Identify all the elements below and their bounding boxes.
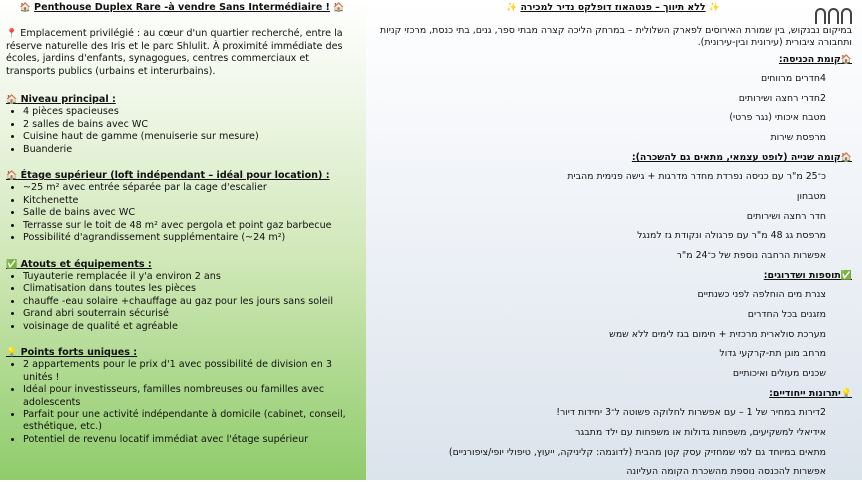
list-item: שכנים מעולים ואיכותיים (732, 367, 826, 379)
list-item: • Tuyauterie remplacée il y'a environ 2 ans (23, 271, 358, 283)
list-item: • Cuisine haut de gamme (menuiserie sur mesure) (23, 131, 358, 143)
section-heading: 💡יתרונות ייחודיים: (769, 388, 852, 400)
list-item: • Terrasse sur le toit de 48 m² avec pergola et point gaz barbecue (23, 220, 358, 232)
list-item: 2דירות במחיר של 1 – עם אפשרות לחלוקה פשוטה ל־3 יחידות דיור! (556, 407, 826, 419)
hebrew-title: ✨ ללא תיווך – פנטהאוז דופלקס נדיר למכירה ✨ (505, 2, 721, 13)
list-item: • 2 salles de bains avec WC (23, 119, 358, 131)
list-item: • voisinage de qualité et agréable (23, 321, 358, 333)
hebrew-section-second-floor (374, 151, 852, 265)
list-item: • Possibilité d'agrandissement supplémentaire (~24 m²) (23, 232, 358, 244)
section-heading: 🏠קומת הכניסה: (778, 54, 852, 65)
sparkle-icon: ✨ (505, 3, 518, 13)
house-emoji-icon: 🏠 (333, 3, 345, 13)
house-icon: 🏠 (6, 95, 18, 106)
hebrew-listing-panel (366, 0, 862, 480)
list-item: כ־25 מ"ר עם כניסה נפרדת מחדר מדרגות + גישה פנימית מהבית (567, 171, 826, 183)
list-item: חדר רחצה ושירותים (746, 210, 826, 222)
list-item: מרחב מוגן תת-קרקעי גדול (719, 348, 826, 360)
hebrew-section-upgrades (374, 269, 852, 383)
french-section-features (6, 259, 358, 333)
french-section-main-level (6, 94, 358, 156)
house-emoji-icon: 🏠 (19, 3, 31, 13)
house-icon: 🏠 (6, 171, 18, 182)
hebrew-section-unique (374, 387, 852, 481)
lightbulb-icon: 💡 (6, 347, 18, 358)
list-item: מטבחון (796, 190, 826, 202)
check-icon: ✅ (6, 259, 18, 270)
list-item: • Grand abri souterrain sécurisé (23, 308, 358, 320)
list-item: • 2 appartements pour le prix d'1 avec possibilité de division en 3 unités ! (23, 359, 358, 384)
sparkle-icon: ✨ (708, 3, 721, 13)
list-item: • Salle de bains avec WC (23, 207, 358, 219)
french-title: 🏠 Penthouse Duplex Rare -à vendre Sans Intermédiaire ! 🏠 (19, 2, 345, 13)
list-item: • Kitchenette (23, 195, 358, 207)
list-item: • Potentiel de revenu locatif immédiat avec l'étage supérieur (23, 434, 358, 446)
house-icon: 🏠 (840, 153, 852, 164)
logo-icon (815, 8, 852, 24)
list-item: מתאים במיוחד גם למי שמחזיק עסק קטן מהבית (לדוגמה: קליניקה, ייעוץ, טיפולי יופי/ציפורניים) (448, 446, 826, 458)
list-item: אפשרות להכנסה נוספת מהשכרת הקומה העליונה (626, 466, 826, 478)
hebrew-intro: במיקום נבנקוש, בין שמורת האירוסים לפארק השלולית – במרחק הליכה קצרה מבתי ספר, גנים, בתי כנסת, מרכזי קניות ותחבורה ציבורית (עירונית ובין-עירונית). (380, 25, 852, 48)
check-icon: ✅ (840, 271, 852, 282)
french-section-highlights (6, 347, 358, 446)
list-item: 4חדרים מרווחים (760, 73, 826, 84)
section-heading: ✅ Atouts et équipements : (6, 258, 152, 270)
house-icon: 🏠 (840, 55, 852, 65)
lightbulb-icon: 💡 (840, 389, 852, 400)
section-heading: 🏠 Étage supérieur (loft indépendant – idéal pour location) : (6, 170, 330, 182)
list-item: • chauffe -eau solaire +chauffage au gaz pour les jours sans soleil (23, 296, 358, 308)
list-item: מרפסת גג 48 מ"ר עם פרגולה ונקודת גז למנגל (637, 230, 826, 242)
french-intro: 📍 Emplacement privilégié : au cœur d'un quartier recherché, entre la réserve naturelle des Iris et le parc Shlulit. À proximité immédiate des écoles, jardins d'enfants, synagogues, centres commerciaux et transports publics (urbains et interurbains). (6, 28, 343, 77)
list-item: 2חדרי רחצה ושירותים (738, 92, 826, 104)
hebrew-section-entry-floor (374, 53, 852, 147)
section-heading: 💡 Points forts uniques : (6, 346, 138, 358)
list-item: מערכת סולארית מרכזית + חימום בגז לימים ללא שמש (609, 328, 826, 340)
list-item: מרפסת שירות (770, 131, 826, 143)
section-heading: 🏠 Niveau principal : (6, 94, 116, 106)
french-section-upper-floor (6, 170, 358, 244)
list-item: מזגנים בכל החדרים (747, 308, 826, 320)
list-item: • Parfait pour une activité indépendante à domicile (cabinet, conseil, esthétique, etc.) (23, 409, 358, 434)
list-item: מטבח איכותי (נגר פרטי) (729, 112, 826, 124)
list-item: • ~25 m² avec entrée séparée par la cage d'escalier (23, 182, 358, 194)
list-item: • 4 pièces spacieuses (23, 106, 358, 118)
list-item: • Climatisation dans toutes les pièces (23, 283, 358, 295)
french-listing-panel (0, 0, 366, 480)
section-heading: 🏠קומה שנייה (לופט עצמאי, מתאים גם להשכרה): (631, 152, 852, 164)
list-item: • Buanderie (23, 144, 358, 156)
section-heading: ✅תוספות ושדרוגים: (763, 270, 852, 282)
list-item: אידיאלי למשקיעים, משפחות גדולות או משפחות עם ילד מתבגר (575, 426, 826, 438)
list-item: אפשרות הרחבה נוספת של כ־24 מ"ר (676, 249, 826, 261)
list-item: צנרת מים הוחלפה לפני כשנתיים (697, 289, 826, 301)
pin-icon: 📍 (6, 29, 18, 40)
list-item: • Idéal pour investisseurs, familles nombreuses ou familles avec adolescents (23, 384, 358, 409)
